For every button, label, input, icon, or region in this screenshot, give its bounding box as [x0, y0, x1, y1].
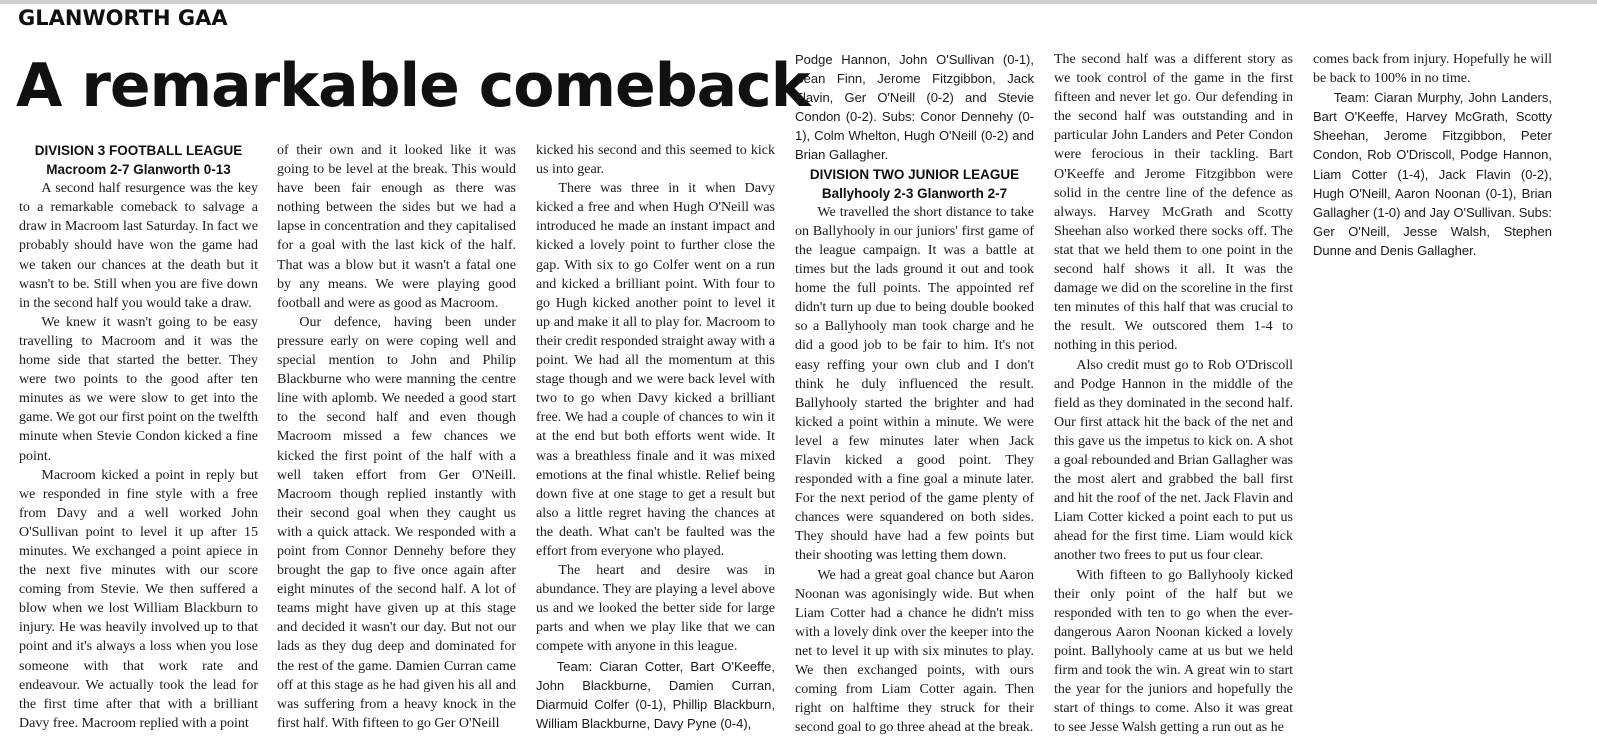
game1-paragraph: Our defence, having been under pressure early on were coping well and special mention to John and Philip Blackburne who were manning the centre line with aplomb. We needed a good start to the second half and even though Macroom missed a few chances we kicked the first point of the half with a well taken effort from Ger O'Neill. Macroom though replied instantly with their second goal when they caught us with a quick attack. We responded with a point from Connor Dennehy before they brought the gap to five once again after eight minutes of the second half. A lot of teams might have given up at this stage and decided it wasn't our day. But not our lads as they dug deep and dominated for the rest of the game. Damien Curran came off at this stage as he had given his all and was suffering from a heavy knock in the first half. With fifteen to go Ger O'Neill [277, 314, 516, 731]
game1-score-line: Macroom 2-7 Glanworth 0-13 [46, 162, 231, 178]
section-label: GLANWORTH GAA [18, 6, 228, 30]
game2-team-list: Team: Ciaran Murphy, John Landers, Bart O'Keeffe, Harvey McGrath, Scotty Sheehan, Jerome Fitzgibbon, Peter Condon, Rob O'Driscoll, Podge Hannon, Liam Cotter (1-4), Jack Flavin (0-2), Hugh O'Neill, Aaron Noonan (0-1), Brian Gallagher (1-0) and Jay O'Sullivan. Subs: Ger O'Neill, Jesse Walsh, Stephen Dunne and Denis Gallagher. [1313, 90, 1552, 258]
headline: A remarkable comeback [16, 51, 810, 121]
column-1 [19, 141, 258, 741]
game1-paragraph: Macroom kicked a point in reply but we responded in fine style with a free from Davy and a well worked John O'Sullivan point to level it up after 15 minutes. We exchanged a point apiece in the next five minutes with our score coming from Stevie. We then suffered a blow when we lost William Blackburn to injury. He was heavily involved up to that point and it's always a loss when you lose someone with that work rate and endeavour. We actually took the lead for the first time after that with a brilliant Davy free. Macroom replied with a point [19, 467, 258, 731]
column-2 [277, 141, 516, 741]
game1-team-list: Team: Ciaran Cotter, Bart O'Keeffe, John Blackburne, Damien Curran, Diarmuid Colfer (0-1), Phillip Blackburn, William Blackburne, Davy Pyne (0-4), [536, 658, 775, 731]
column-4 [795, 50, 1034, 741]
game2-paragraph: With fifteen to go Ballyhooly kicked their only point of the half but we responded with ten to go when the ever-dangerous Aaron Noonan kicked a lovely point. Ballyhooly came at us but we held firm and took the win. A great win to start the year for the juniors and hopefully the start of things to come. Also it was great to see Jesse Walsh getting a run out as he [1054, 567, 1293, 736]
game1-paragraph: of their own and it looked like it was going to be level at the break. This would have been fair enough as there was nothing between the sides but we had a lapse in concentration and they capitalised for a goal with the last kick of the half. That was a blow but it wasn't a fatal one by any means. We were playing good football and were as good as Macroom. [277, 143, 516, 311]
game1-paragraph: kicked his second and this seemed to kick us into gear. [536, 143, 775, 178]
game1-paragraph: There was three in it when Davy kicked a free and when Hugh O'Neill was introduced he made an instant impact and kicked a lovely point to further close the gap. With six to go Colfer went on a run and kicked a brilliant point. With four to go Hugh kicked another point to level it up and make it all to play for. Macroom to their credit responded straight away with a point. We had all the momentum at this stage though and we were back level with two to go when Davy kicked a brilliant free. We had a couple of chances to win it at the end but both efforts went wide. It was a breathless finale and it was mixed emotions at the final whistle. Relief being down five at one stage to get a result but also a little regret having the chances at the death. What can't be faulted was the effort from everyone who played. [536, 181, 775, 559]
game2-league-heading: DIVISION TWO JUNIOR LEAGUE [809, 166, 1020, 182]
game2-paragraph: Also credit must go to Rob O'Driscoll and Podge Hannon in the middle of the field as they dominated in the second half. Our first attack hit the back of the net and this gave us the impetus to kick on. A shot a goal rebounded and Brian Gallagher was the most alert and grabbed the ball first and hit the roof of the net. Jack Flavin and Liam Cotter kicked a point each to put us ahead for the first time. Liam would kick another two frees to put us four clear. [1054, 357, 1293, 564]
game2-paragraph: The second half was a different story as we took control of the game in the first fifteen and never let go. Our defending in the second half was outstanding and in particular John Landers and Peter Condon were ferocious in their tackling. Bart O'Keeffe and Jerome Fitzgibbon were solid in the centre line of the defence as always. Harvey McGrath and Scotty Sheehan also worked there socks off. The stat that we held them to one point in the second half shows it all. It was the damage we did on the scoreline in the first ten minutes of this half that was crucial to the result. We outscored them 1-4 to nothing in this period. [1054, 52, 1293, 354]
game2-paragraph: We had a great goal chance but Aaron Noonan was agonisingly wide. But when Liam Cotter had a chance he didn't miss with a lovely dink over the keeper into the net to level it up with six minutes to play. We then exchanged points, with ours coming from Liam Cotter again. Then right on halftime they struck for their second goal to go three ahead at the break. [795, 567, 1034, 736]
top-rule [0, 0, 1597, 4]
game1-team-list: Podge Hannon, John O'Sullivan (0-1), Sean Finn, Jerome Fitzgibbon, Jack Flavin, Ger O'Neill (0-2) and Stevie Condon (0-2). Subs: Conor Dennehy (0-1), Colm Whelton, Hugh O'Neill (0-2) and Brian Gallagher. [795, 52, 1034, 163]
column-6 [1313, 50, 1552, 741]
game1-league-heading: DIVISION 3 FOOTBALL LEAGUE [34, 143, 243, 158]
game1-paragraph: We knew it wasn't going to be easy travelling to Macroom and it was the home side that started the better. They were two points to the good after ten minutes as we were slow to get into the game. We got our first point on the twelfth minute when Stevie Condon kicked a fine point. [19, 314, 258, 464]
game2-paragraph: comes back from injury. Hopefully he will be back to 100% in no time. [1313, 52, 1552, 87]
column-3 [536, 141, 775, 741]
column-5 [1054, 50, 1293, 741]
game1-paragraph: The heart and desire was in abundance. They are playing a level above us and we looked the better side for large parts and when we play like that we can compete with anyone in this league. [536, 563, 775, 655]
game1-paragraph: A second half resurgence was the key to a remarkable comeback to salvage a draw in Macroom last Saturday. In fact we probably should have won the game had we taken our chances at the death but it wasn't to be. Still when you are five down in the second half you would take a draw. [19, 181, 258, 311]
game2-paragraph: We travelled the short distance to take on Ballyhooly in our juniors' first game of the league campaign. It was a battle at times but the lads ground it out and took home the full points. The appointed ref didn't turn up due to being double booked so a Ballyhooly man took charge and he did a good job to be fair to him. It's not easy reffing your own club and I don't think he duly influenced the result. Ballyhooly started the brighter and had kicked a point within a minute. We were level a few minutes later when Jack Flavin kicked a good point. They responded with a fine goal a minute later. For the next period of the game plenty of chances were squandered on both sides. They should have had a few points but their shooting was letting them down. [795, 204, 1034, 564]
game2-score-line: Ballyhooly 2-3 Glanworth 2-7 [821, 185, 1008, 201]
